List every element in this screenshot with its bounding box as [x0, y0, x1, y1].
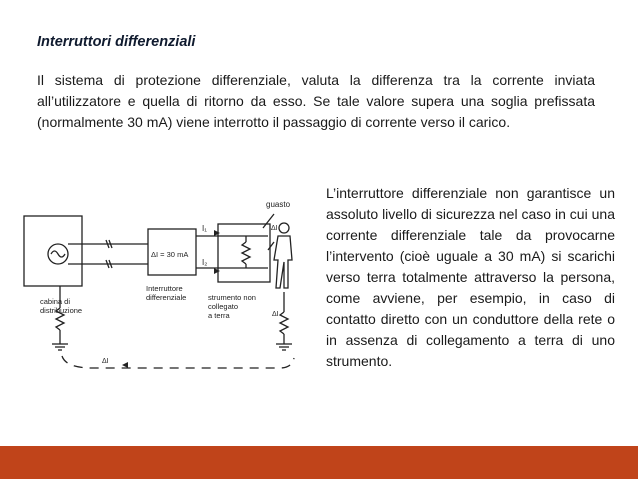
strumento-box: [218, 224, 270, 282]
right-paragraph: L’interruttore differenziale non garantisce un assoluto livello di sicurezza nel caso in cui una corrente differenziale tale da provocarne l’intervento (cioè uguale a 30 mA) si scarichi verso terra totalmente attraverso la persona, come avviene, per esempio, in caso di contatto diretto con un conduttore della rete o in assenza di collegamento a terra di uno strumento.: [326, 185, 615, 369]
label-cabina-2: distribuzione: [40, 306, 83, 315]
person-figure: [268, 223, 292, 288]
ground-return-path: [62, 356, 294, 368]
label-person-delta-i: ΔI: [272, 311, 279, 318]
circuit-diagram: [22, 188, 314, 380]
label-i2: I₂: [202, 258, 208, 267]
label-strumento-3: a terra: [208, 311, 230, 320]
load-resistor: [242, 242, 250, 264]
label-fault-delta-i: ΔI: [271, 225, 278, 232]
person-ground-resistor: [280, 312, 288, 334]
label-interruttore-1: Interruttore: [146, 284, 183, 293]
footer-accent-bar: [0, 446, 638, 479]
slide-title: Interruttori differenziali: [37, 34, 196, 50]
label-strumento-2: collegato: [208, 302, 239, 311]
label-return-delta-i: ΔI: [102, 358, 109, 365]
label-interruttore-2: differenziale: [146, 293, 187, 302]
intro-paragraph: Il sistema di protezione differenziale, valuta la differenza tra la corrente inviata all’utilizzatore e quella di ritorno da esso. Se tale valore supera una soglia prefissata (normalmente 30 mA) viene interrotto il passaggio di corrente verso il carico.: [37, 72, 595, 130]
label-i1: I₁: [202, 224, 207, 233]
label-delta-i-setting: ΔI = 30 mA: [151, 250, 189, 259]
label-guasto: guasto: [266, 200, 291, 209]
label-strumento-1: strumento non: [208, 293, 256, 302]
label-cabina-1: cabina di: [40, 297, 71, 306]
